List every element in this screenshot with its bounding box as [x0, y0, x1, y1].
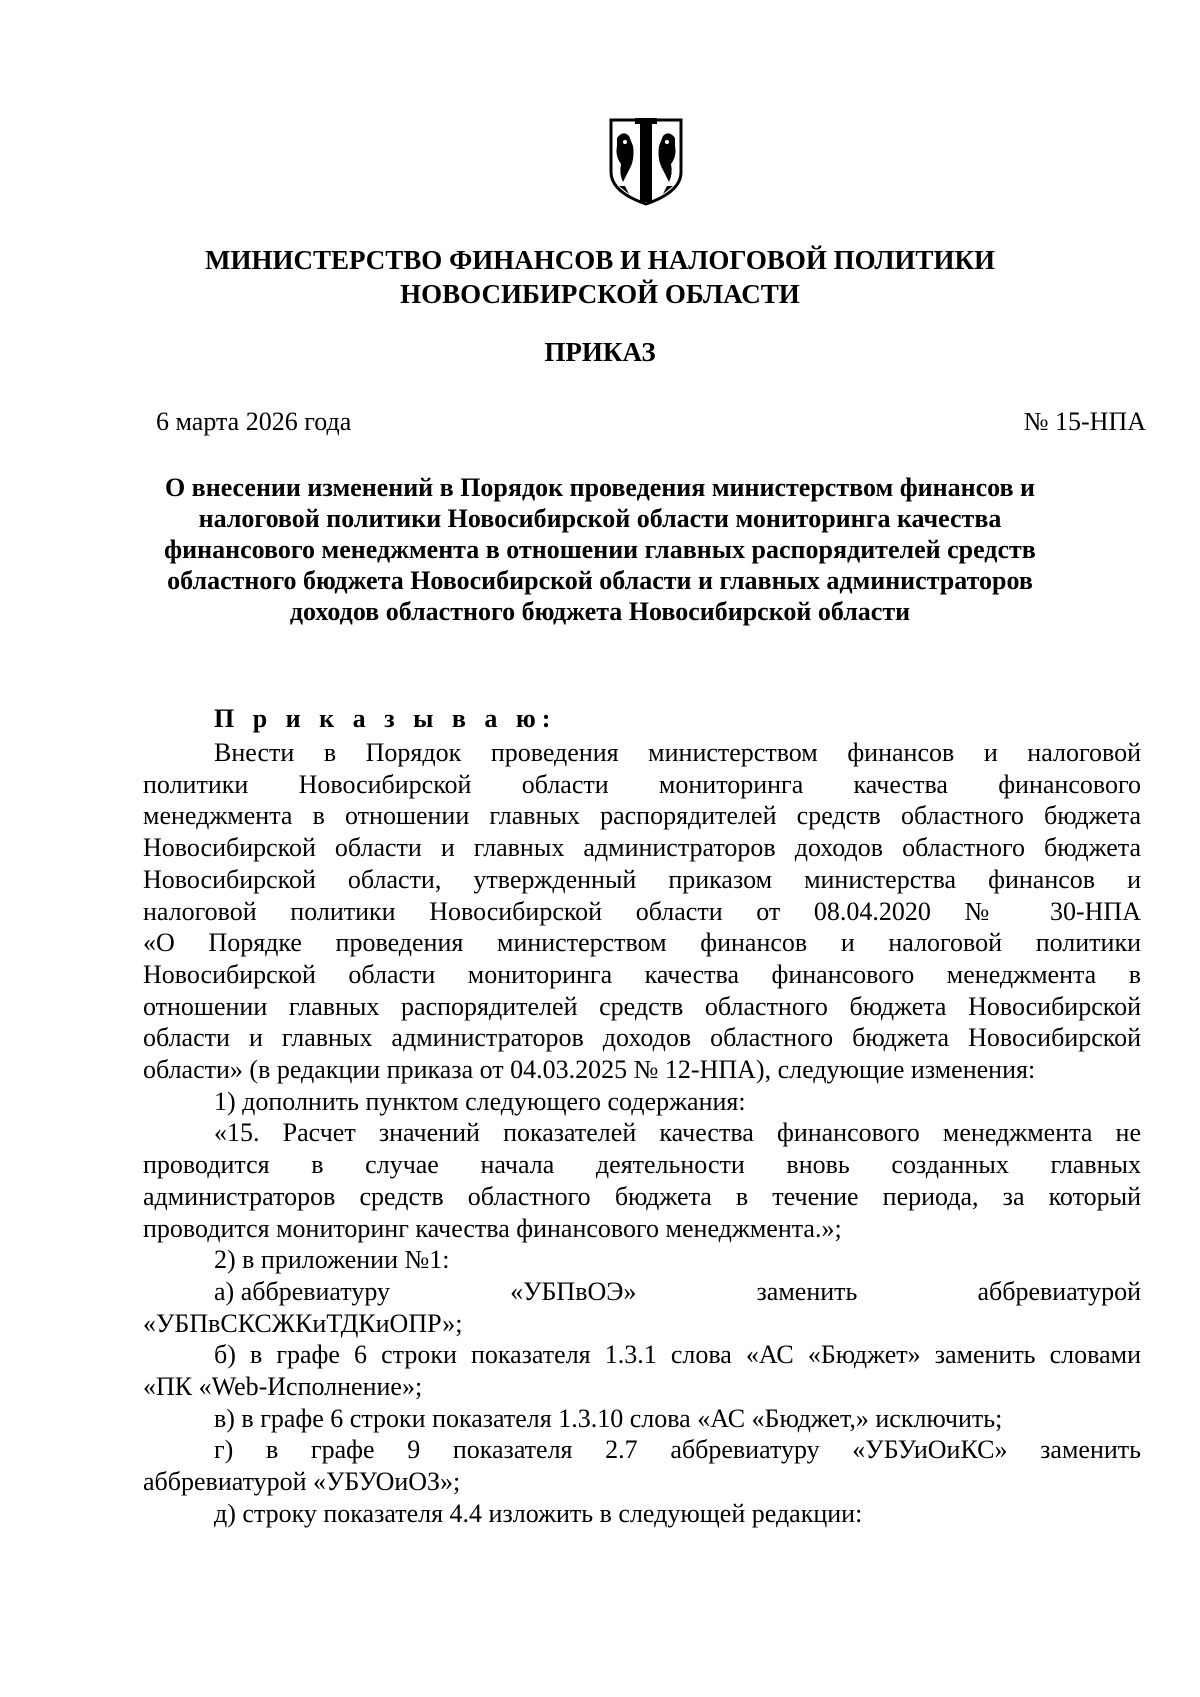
item-2d: г) в графе 9 показателя 2.7 аббревиатуру «УБУиОиКС» заменить [214, 1435, 1141, 1465]
item-2b-continuation: «ПК «Web-Исполнение»; [143, 1372, 423, 1402]
body-line: Новосибирской области мониторинга качества финансового менеджмента в [143, 959, 1141, 989]
body-line: области и главных администраторов доходов областного бюджета Новосибирской [143, 1023, 1141, 1053]
coat-of-arms-emblem [605, 116, 687, 210]
ministry-name-line1: МИНИСТЕРСТВО ФИНАНСОВ И НАЛОГОВОЙ ПОЛИТИКИ [204, 245, 996, 275]
body-line: Новосибирской области и главных администраторов доходов областного бюджета [143, 833, 1141, 863]
body-line: Внести в Порядок проведения министерством финансов и налоговой [214, 738, 1141, 767]
ministry-name-line2: НОВОСИБИРСКОЙ ОБЛАСТИ [400, 279, 800, 309]
subject-line: доходов областного бюджета Новосибирской области [289, 597, 911, 626]
item-2b: б) в графе 6 строки показателя 1.3.1 слова «АС «Бюджет» заменить словами [214, 1340, 1141, 1370]
item-2a-continuation: «УБПвСКСЖКиТДКиОПР»; [143, 1308, 463, 1338]
document-type-title: ПРИКАЗ [544, 337, 656, 367]
body-line: политики Новосибирской области мониторинга качества финансового [143, 769, 1141, 799]
body-line: отношении главных распорядителей средств областного бюджета Новосибирской [143, 991, 1141, 1021]
body-line: «О Порядке проведения министерством финансов и налоговой политики [143, 928, 1141, 958]
item-2a-word: заменить [756, 1276, 858, 1306]
item-1: 1) дополнить пунктом следующего содержания: [214, 1086, 746, 1116]
subject-line: областного бюджета Новосибирской области и главных администраторов [167, 566, 1033, 595]
item-1-text-line: «15. Расчет значений показателей качества финансового менеджмента не [214, 1118, 1141, 1148]
item-2: 2) в приложении №1: [214, 1245, 450, 1275]
subject-line: налоговой политики Новосибирской области мониторинга качества [198, 504, 1002, 533]
item-2c: в) в графе 6 строки показателя 1.3.10 слова «АС «Бюджет,» исключить; [214, 1403, 1003, 1433]
body-line: Новосибирской области, утвержденный приказом министерства финансов и [143, 864, 1141, 894]
order-body [143, 737, 1141, 1530]
item-2d-continuation: аббревиатурой «УБУОиОЗ»; [143, 1467, 461, 1497]
prikazyvayu-heading: П р и к а з ы в а ю: [214, 704, 557, 733]
subject-line: финансового менеджмента в отношении главных распорядителей средств [164, 535, 1036, 564]
item-2e: д) строку показателя 4.4 изложить в следующей редакции: [214, 1498, 863, 1528]
order-subject [130, 472, 1070, 627]
item-2a-word: «УБПвОЭ» [510, 1276, 637, 1306]
item-2a-word: а) аббревиатуру [214, 1276, 390, 1306]
order-number: № 15-НПА [1023, 407, 1146, 436]
body-line: налоговой политики Новосибирской области от 08.04.2020 № 30-НПА [143, 896, 1141, 926]
item-2a-word: аббревиатурой [977, 1276, 1141, 1306]
subject-line: О внесении изменений в Порядок проведения министерством финансов и [164, 473, 1036, 502]
item-1-text-line: администраторов средств областного бюджета в течение периода, за который [143, 1181, 1141, 1211]
item-1-text-line: проводится мониторинг качества финансового менеджмента.»; [143, 1213, 842, 1243]
item-1-text-line: проводится в случае начала деятельности вновь созданных главных [143, 1150, 1141, 1180]
order-date: 6 марта 2026 года [156, 407, 352, 436]
body-line: менеджмента в отношении главных распорядителей средств областного бюджета [143, 801, 1141, 831]
body-line: области» (в редакции приказа от 04.03.2025 № 12-НПА), следующие изменения: [143, 1055, 1036, 1085]
item-2a [143, 1276, 1141, 1308]
